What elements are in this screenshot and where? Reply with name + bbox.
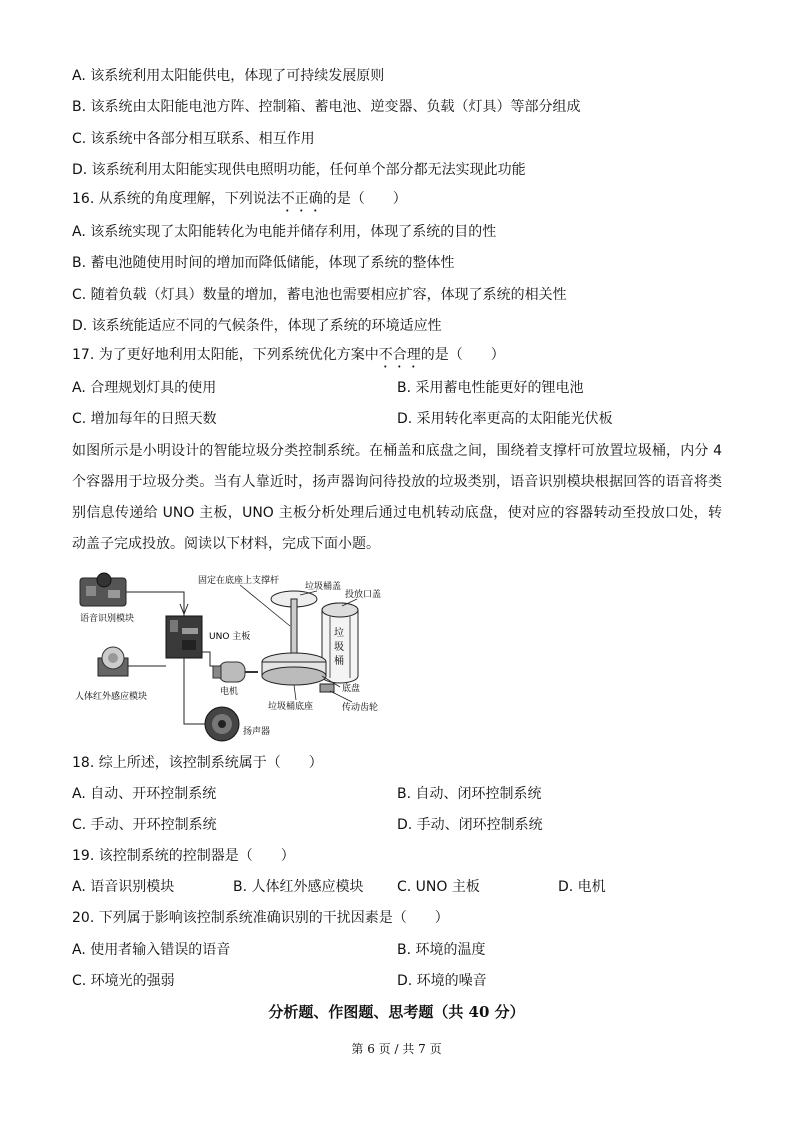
voice-module-label: 语音识别模块 [80, 614, 135, 624]
q17-option-a: A. 合理规划灯具的使用 [72, 380, 217, 396]
q16-option-d: D. 该系统能适应不同的气候条件，体现了系统的环境适应性 [72, 318, 442, 334]
q18-option-c: C. 手动、开环控制系统 [72, 817, 217, 833]
q17-stem-paren: 的是（ ） [420, 347, 505, 363]
q16-option-b: B. 蓄电池随使用时间的增加而降低储能，体现了系统的整体性 [72, 255, 455, 271]
q17-option-d: D. 采用转化率更高的太阳能光伏板 [397, 411, 613, 427]
q17-option-b: B. 采用蓄电性能更好的锂电池 [397, 380, 584, 396]
q16-stem [72, 189, 407, 215]
section-title: 分析题、作图题、思考题（共 40 分） [268, 1003, 525, 1021]
speaker-label: 扬声器 [243, 727, 271, 737]
q16-stem-paren: 的是（ ） [322, 191, 407, 207]
q20-option-b: B. 环境的温度 [397, 942, 486, 958]
motor-label: 电机 [220, 687, 239, 697]
q15-option-c: C. 该系统中各部分相互联系、相互作用 [72, 131, 315, 147]
q19-option-c: C. UNO 主板 [397, 879, 480, 895]
bin-char-1: 垃 [334, 628, 344, 639]
speaker-image [205, 707, 239, 741]
chassis-label: 底盘 [342, 684, 361, 694]
bin-char-3: 桶 [334, 656, 344, 667]
voice-module-image [80, 573, 126, 606]
ir-module-image [98, 647, 128, 676]
trash-system-figure [72, 566, 392, 748]
base-label: 垃圾桶底座 [268, 702, 314, 712]
q15-option-a: A. 该系统利用太阳能供电，体现了可持续发展原则 [72, 68, 385, 84]
motor-image [213, 662, 258, 682]
q17-stem-emphasis: 不合理 [378, 347, 421, 363]
q20-option-a: A. 使用者输入错误的语音 [72, 942, 231, 958]
q19-stem: 19. 该控制系统的控制器是（ ） [72, 848, 295, 864]
lid-label: 垃圾桶盖 [305, 582, 342, 592]
q20-stem: 20. 下列属于影响该控制系统准确识别的干扰因素是（ ） [72, 910, 449, 926]
uno-board-label: UNO 主板 [209, 632, 251, 642]
opening-lid-label: 投放口盖 [345, 590, 382, 600]
gear-label: 传动齿轮 [342, 703, 379, 713]
uno-board-image [166, 616, 202, 658]
ir-module-label: 人体红外感应模块 [75, 692, 148, 702]
q19-option-a: A. 语音识别模块 [72, 879, 175, 895]
page-footer: 第 6 页 / 共 7 页 [351, 1042, 442, 1056]
q17-stem-text: 17. 为了更好地利用太阳能，下列系统优化方案中 [72, 347, 379, 363]
q15-option-b: B. 该系统由太阳能电池方阵、控制箱、蓄电池、逆变器、负载（灯具）等部分组成 [72, 99, 581, 115]
q17-option-c: C. 增加每年的日照天数 [72, 411, 217, 427]
q18-option-a: A. 自动、开环控制系统 [72, 786, 217, 802]
q18-stem: 18. 综上所述，该控制系统属于（ ） [72, 755, 323, 771]
q18-option-b: B. 自动、闭环控制系统 [397, 786, 542, 802]
q19-option-b: B. 人体红外感应模块 [233, 879, 364, 895]
q18-option-d: D. 手动、闭环控制系统 [397, 817, 543, 833]
q17-stem [72, 345, 505, 371]
bin-char-2: 圾 [334, 642, 344, 653]
q16-stem-text: 16. 从系统的角度理解，下列说法 [72, 191, 281, 207]
q15-option-d: D. 该系统利用太阳能实现供电照明功能，任何单个部分都无法实现此功能 [72, 162, 526, 178]
q16-stem-emphasis: 不正确 [280, 191, 323, 207]
q19-option-d: D. 电机 [558, 879, 606, 895]
material-passage: 如图所示是小明设计的智能垃圾分类控制系统。在桶盖和底盘之间，围绕着支撑杆可放置垃圾桶，内分 4 个容器用于垃圾分类。当有人靠近时，扬声器询问待投放的垃圾类别，语音识别模块根据回答的语音将类别信息传递给 UNO 主板，UNO 主板分析处理后通过电机转动底盘，使对应的容器转动至投放口处，转动盖子完成投放。阅读以下材料，完成下面小题。 [72, 443, 722, 552]
rod-label: 固定在底座上支撑杆 [198, 576, 280, 586]
q16-option-c: C. 随着负载（灯具）数量的增加，蓄电池也需要相应扩容，体现了系统的相关性 [72, 287, 567, 303]
q20-option-c: C. 环境光的强弱 [72, 973, 175, 989]
q16-option-a: A. 该系统实现了太阳能转化为电能并储存利用，体现了系统的目的性 [72, 224, 497, 240]
q20-option-d: D. 环境的噪音 [397, 973, 487, 989]
